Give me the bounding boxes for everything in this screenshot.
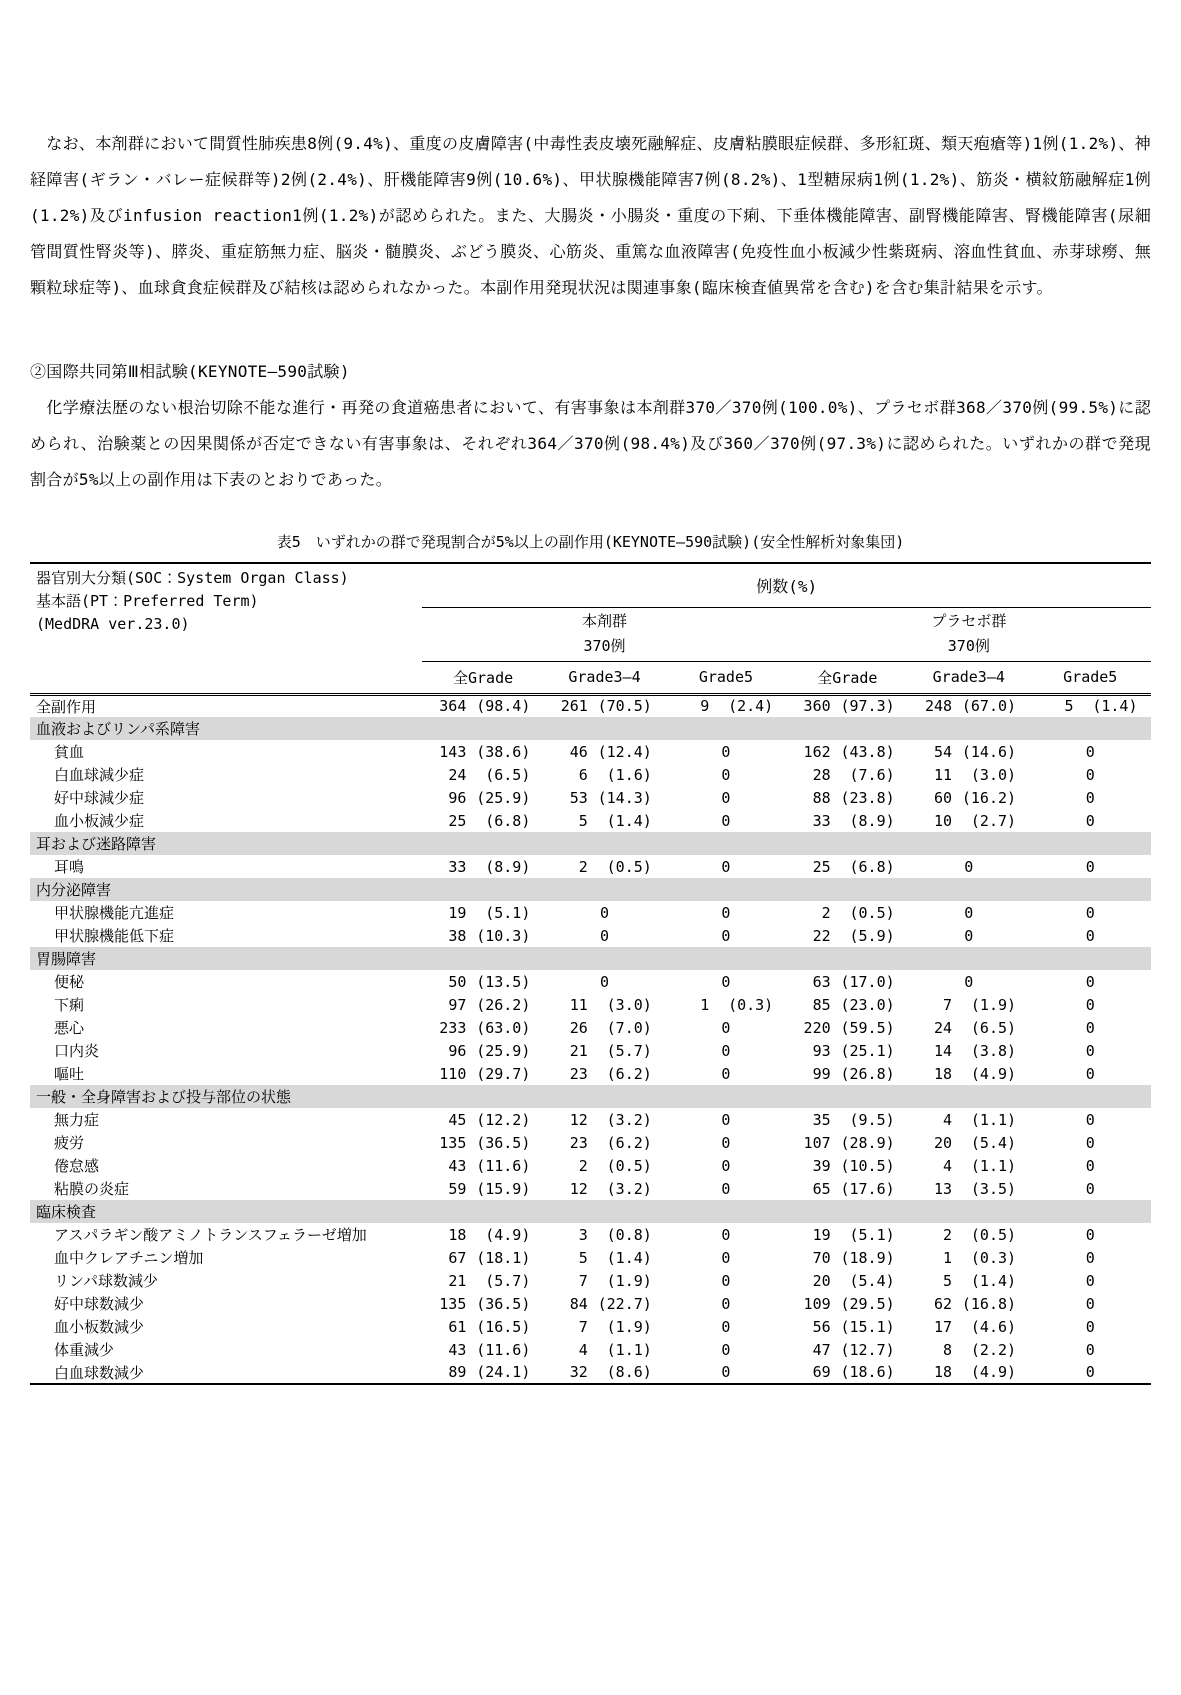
value-cell: 11 (3.0): [934, 765, 1017, 784]
table-row: [30, 1131, 1151, 1154]
term-label: 甲状腺機能低下症: [54, 927, 175, 945]
value-cell: 7 (1.9): [578, 1317, 652, 1336]
table-row: [30, 740, 1151, 763]
table-row: [30, 1177, 1151, 1200]
table-row: [30, 993, 1151, 1016]
value-cell: 61 (16.5): [448, 1317, 531, 1336]
value-cell: 32 (8.6): [569, 1363, 652, 1381]
value-cell: 22 (5.9): [812, 926, 895, 945]
value-cell: 0: [721, 903, 731, 922]
section-label: 胃腸障害: [30, 947, 1151, 970]
value-cell: 24 (6.5): [934, 1018, 1017, 1037]
value-cell: 54 (14.6): [934, 742, 1017, 761]
value-cell: 1 (0.3): [700, 995, 774, 1014]
value-cell: 364 (98.4): [439, 697, 531, 716]
value-cell: 0: [1085, 788, 1095, 807]
term-label: 貧血: [54, 743, 85, 761]
value-cell: 18 (4.9): [448, 1225, 531, 1244]
value-cell: 93 (25.1): [812, 1041, 895, 1060]
section-label: 内分泌障害: [30, 878, 1151, 901]
value-cell: 25 (6.8): [448, 811, 531, 830]
value-cell: 0: [1085, 972, 1095, 991]
table-row: [30, 1338, 1151, 1361]
value-cell: 4 (1.1): [943, 1156, 1017, 1175]
term-label: 血小板減少症: [54, 812, 145, 830]
section-label: 耳および迷路障害: [30, 832, 1151, 855]
value-cell: 26 (7.0): [569, 1018, 652, 1037]
value-cell: 8 (2.2): [943, 1340, 1017, 1359]
value-cell: 13 (3.5): [934, 1179, 1017, 1198]
value-cell: 38 (10.3): [448, 926, 531, 945]
term-label: 粘膜の炎症: [54, 1180, 130, 1198]
soc-header-cell: [30, 563, 422, 694]
table-row: [30, 1315, 1151, 1338]
table-row: [30, 809, 1151, 832]
table-row: [30, 901, 1151, 924]
term-label: 血小板数減少: [54, 1318, 145, 1336]
value-cell: 0: [721, 1041, 731, 1060]
value-cell: 0: [721, 788, 731, 807]
value-cell: 220 (59.5): [803, 1018, 895, 1037]
value-cell: 5 (1.4): [578, 811, 652, 830]
value-cell: 53 (14.3): [569, 788, 652, 807]
value-cell: 19 (5.1): [812, 1225, 895, 1244]
term-label: 耳鳴: [54, 858, 85, 876]
term-label: 口内炎: [54, 1042, 100, 1060]
value-cell: 19 (5.1): [448, 903, 531, 922]
value-cell: 162 (43.8): [803, 742, 895, 761]
value-cell: 0: [1085, 742, 1095, 761]
value-cell: 0: [1085, 1225, 1095, 1244]
adverse-events-table: [30, 562, 1151, 1385]
table-row: [30, 1016, 1151, 1039]
table-row: [30, 855, 1151, 878]
term-label: 嘔吐: [54, 1065, 85, 1083]
value-cell: 5 (1.4): [1064, 697, 1138, 716]
value-cell: 39 (10.5): [812, 1156, 895, 1175]
value-cell: 248 (67.0): [924, 697, 1017, 716]
value-cell: 0: [721, 742, 731, 761]
value-cell: 0: [721, 1225, 731, 1244]
value-cell: 0: [1085, 926, 1095, 945]
value-cell: 0: [721, 1363, 731, 1381]
value-cell: 0: [1085, 1133, 1095, 1152]
value-cell: 1 (0.3): [943, 1248, 1017, 1267]
value-cell: 0: [721, 1271, 731, 1290]
value-cell: 143 (38.6): [439, 742, 531, 761]
grade-header-5-placebo: Grade5: [1029, 661, 1151, 694]
value-cell: 28 (7.6): [812, 765, 895, 784]
value-cell: 5 (1.4): [578, 1248, 652, 1267]
value-cell: 3 (0.8): [578, 1225, 652, 1244]
table-row: [30, 694, 1151, 717]
table-row: [30, 763, 1151, 786]
value-cell: 43 (11.6): [448, 1156, 531, 1175]
value-cell: 0: [721, 811, 731, 830]
section-heading-keynote590: ②国際共同第Ⅲ相試験(KEYNOTE—590試験): [30, 362, 350, 381]
value-cell: 0: [721, 1156, 731, 1175]
value-cell: 0: [964, 926, 974, 945]
value-cell: 67 (18.1): [448, 1248, 531, 1267]
value-cell: 0: [964, 903, 974, 922]
group-header-drug: [422, 607, 786, 661]
value-cell: 0: [721, 1133, 731, 1152]
term-label: 白血球数減少: [54, 1363, 145, 1382]
value-cell: 0: [721, 1018, 731, 1037]
value-cell: 135 (36.5): [439, 1133, 531, 1152]
value-cell: 14 (3.8): [934, 1041, 1017, 1060]
value-cell: 233 (63.0): [439, 1018, 531, 1037]
value-cell: 45 (12.2): [448, 1110, 531, 1129]
term-label: 全副作用: [36, 697, 97, 716]
grade-header-all-placebo: 全Grade: [787, 661, 908, 694]
value-cell: 63 (17.0): [812, 972, 895, 991]
term-label: 悪心: [54, 1019, 85, 1037]
group-placebo-name: プラセボ群: [931, 612, 1007, 630]
section-row: [30, 1200, 1151, 1223]
section-row: [30, 947, 1151, 970]
value-cell: 47 (12.7): [812, 1340, 895, 1359]
value-cell: 0: [1085, 1156, 1095, 1175]
group-header-placebo: [787, 607, 1151, 661]
value-cell: 84 (22.7): [569, 1294, 652, 1313]
section-label: 臨床検査: [30, 1200, 1151, 1223]
table-row: [30, 970, 1151, 993]
value-cell: 24 (6.5): [448, 765, 531, 784]
value-cell: 50 (13.5): [448, 972, 531, 991]
term-label: 好中球数減少: [54, 1295, 145, 1313]
value-cell: 0: [599, 926, 610, 945]
value-cell: 88 (23.8): [812, 788, 895, 807]
value-cell: 110 (29.7): [439, 1064, 531, 1083]
table-row: [30, 924, 1151, 947]
section-label: 一般・全身障害および投与部位の状態: [30, 1085, 1151, 1108]
table-row: [30, 1039, 1151, 1062]
value-cell: 0: [1085, 1179, 1095, 1198]
table-row: [30, 1108, 1151, 1131]
value-cell: 89 (24.1): [448, 1363, 531, 1381]
value-cell: 2 (0.5): [578, 857, 652, 876]
section-row: [30, 717, 1151, 740]
table-body: [30, 694, 1151, 1384]
section-row: [30, 1085, 1151, 1108]
value-cell: 20 (5.4): [812, 1271, 895, 1290]
value-cell: 4 (1.1): [943, 1110, 1017, 1129]
value-cell: 0: [1085, 1064, 1095, 1083]
value-cell: 11 (3.0): [569, 995, 652, 1014]
term-label: 下痢: [54, 996, 85, 1014]
value-cell: 0: [721, 765, 731, 784]
value-cell: 18 (4.9): [934, 1064, 1017, 1083]
value-cell: 56 (15.1): [812, 1317, 895, 1336]
value-cell: 261 (70.5): [560, 697, 652, 716]
value-cell: 97 (26.2): [448, 995, 531, 1014]
section-row: [30, 832, 1151, 855]
value-cell: 0: [1085, 995, 1095, 1014]
grade-header-5-drug: Grade5: [665, 661, 786, 694]
value-cell: 7 (1.9): [578, 1271, 652, 1290]
section-label: 血液およびリンパ系障害: [30, 717, 1151, 740]
value-cell: 46 (12.4): [569, 742, 652, 761]
value-cell: 21 (5.7): [569, 1041, 652, 1060]
table-row: [30, 1223, 1151, 1246]
value-cell: 6 (1.6): [578, 765, 652, 784]
value-cell: 0: [1085, 1018, 1095, 1037]
group-drug-name: 本剤群: [582, 612, 628, 630]
value-cell: 35 (9.5): [812, 1110, 895, 1129]
table-row: [30, 786, 1151, 809]
value-cell: 12 (3.2): [569, 1110, 652, 1129]
table-title: 表5 いずれかの群で発現割合が5%以上の副作用(KEYNOTE—590試験)(安全性解析対象集団): [276, 533, 905, 551]
value-cell: 0: [964, 972, 974, 991]
value-cell: 0: [1085, 1041, 1095, 1060]
term-label: 甲状腺機能亢進症: [54, 904, 175, 922]
section-row: [30, 878, 1151, 901]
value-cell: 2 (0.5): [578, 1156, 652, 1175]
value-cell: 0: [1085, 1294, 1095, 1313]
term-label: 体重減少: [54, 1341, 115, 1359]
value-cell: 60 (16.2): [934, 788, 1017, 807]
value-cell: 0: [721, 926, 731, 945]
value-cell: 65 (17.6): [812, 1179, 895, 1198]
value-cell: 0: [1085, 1363, 1095, 1381]
term-label: 好中球減少症: [54, 789, 145, 807]
value-cell: 0: [1085, 1110, 1095, 1129]
table-row: [30, 1361, 1151, 1384]
value-cell: 70 (18.9): [812, 1248, 895, 1267]
value-cell: 0: [599, 972, 610, 991]
term-label: 血中クレアチニン増加: [54, 1249, 204, 1267]
paragraph-keynote590-results: 化学療法歴のない根治切除不能な進行・再発の食道癌患者において、有害事象は本剤群370／370例(100.0%)、プラセボ群368／370例(99.5%)に認められ、治験薬との因果関係が否定できない有害事象は、それぞれ364／370例(98.4%)及び360／370例(97.3%)に認められた。いずれかの群で発現割合が5%以上の副作用は下表のとおりであった。: [30, 398, 1151, 489]
value-cell: 0: [1085, 1248, 1095, 1267]
value-cell: 96 (25.9): [448, 788, 531, 807]
value-cell: 59 (15.9): [448, 1179, 531, 1198]
value-cell: 7 (1.9): [943, 995, 1017, 1014]
table-row: [30, 1154, 1151, 1177]
value-cell: 109 (29.5): [803, 1294, 895, 1313]
value-cell: 0: [1085, 1271, 1095, 1290]
term-label: 便秘: [54, 973, 85, 991]
value-cell: 0: [1085, 1317, 1095, 1336]
value-cell: 20 (5.4): [934, 1133, 1017, 1152]
value-cell: 9 (2.4): [700, 697, 774, 716]
grade-header-all-drug: 全Grade: [422, 661, 543, 694]
table-header: [30, 563, 1151, 694]
table-row: [30, 1062, 1151, 1085]
value-cell: 17 (4.6): [934, 1317, 1017, 1336]
value-cell: 0: [1085, 857, 1095, 876]
value-cell: 0: [721, 972, 731, 991]
cases-percent-header: 例数(%): [422, 563, 1151, 607]
table-row: [30, 1246, 1151, 1269]
value-cell: 0: [721, 857, 731, 876]
grade-header-34-drug: Grade3—4: [544, 661, 665, 694]
soc-header-line1: 器官別大分類(SOC：System Organ Class): [36, 569, 349, 587]
value-cell: 0: [599, 903, 610, 922]
soc-header-line2: 基本語(PT：Preferred Term): [36, 592, 259, 610]
value-cell: 0: [721, 1340, 731, 1359]
group-placebo-n: 370例: [947, 637, 990, 655]
value-cell: 25 (6.8): [812, 857, 895, 876]
value-cell: 23 (6.2): [569, 1133, 652, 1152]
value-cell: 0: [721, 1248, 731, 1267]
value-cell: 33 (8.9): [448, 857, 531, 876]
grade-header-34-placebo: Grade3—4: [908, 661, 1029, 694]
value-cell: 99 (26.8): [812, 1064, 895, 1083]
value-cell: 360 (97.3): [803, 697, 895, 716]
value-cell: 69 (18.6): [812, 1363, 895, 1381]
value-cell: 21 (5.7): [448, 1271, 531, 1290]
value-cell: 96 (25.9): [448, 1041, 531, 1060]
value-cell: 5 (1.4): [943, 1271, 1017, 1290]
value-cell: 0: [1085, 811, 1095, 830]
value-cell: 4 (1.1): [578, 1340, 652, 1359]
value-cell: 10 (2.7): [934, 811, 1017, 830]
value-cell: 2 (0.5): [943, 1225, 1017, 1244]
value-cell: 0: [721, 1294, 731, 1313]
value-cell: 0: [1085, 1340, 1095, 1359]
value-cell: 0: [964, 857, 974, 876]
value-cell: 23 (6.2): [569, 1064, 652, 1083]
value-cell: 0: [721, 1317, 731, 1336]
term-label: リンパ球数減少: [54, 1272, 158, 1290]
value-cell: 33 (8.9): [812, 811, 895, 830]
value-cell: 0: [1085, 903, 1095, 922]
table-row: [30, 1292, 1151, 1315]
value-cell: 2 (0.5): [821, 903, 895, 922]
value-cell: 135 (36.5): [439, 1294, 531, 1313]
term-label: 疲労: [54, 1134, 85, 1152]
soc-header-line3: (MedDRA ver.23.0): [36, 615, 190, 633]
value-cell: 85 (23.0): [812, 995, 895, 1014]
value-cell: 62 (16.8): [934, 1294, 1017, 1313]
term-label: 無力症: [54, 1111, 100, 1129]
group-drug-n: 370例: [583, 637, 626, 655]
value-cell: 0: [721, 1064, 731, 1083]
value-cell: 43 (11.6): [448, 1340, 531, 1359]
value-cell: 0: [721, 1110, 731, 1129]
value-cell: 0: [721, 1179, 731, 1198]
value-cell: 12 (3.2): [569, 1179, 652, 1198]
term-label: アスパラギン酸アミノトランスフェラーゼ増加: [54, 1226, 367, 1244]
table-row: [30, 1269, 1151, 1292]
value-cell: 0: [1085, 765, 1095, 784]
paragraph-adverse-events-summary: なお、本剤群において間質性肺疾患8例(9.4%)、重度の皮膚障害(中毒性表皮壊死融解症、皮膚粘膜眼症候群、多形紅斑、類天疱瘡等)1例(1.2%)、神経障害(ギラン・バレー症候群等)2例(2.4%)、肝機能障害9例(10.6%)、甲状腺機能障害7例(8.2%)、1型糖尿病1例(1.2%)、筋炎・横紋筋融解症1例(1.2%)及びinfusion reaction1例(1.2%)が認められた。また、大腸炎・小腸炎・重度の下痢、下垂体機能障害、副腎機能障害、腎機能障害(尿細管間質性腎炎等)、膵炎、重症筋無力症、脳炎・髄膜炎、ぶどう膜炎、心筋炎、重篤な血液障害(免疫性血小板減少性紫斑病、溶血性貧血、赤芽球癆、無顆粒球症等)、血球貪食症候群及び結核は認められなかった。本副作用発現状況は関連事象(臨床検査値異常を含む)を含む集計結果を示す。: [30, 134, 1151, 297]
value-cell: 18 (4.9): [934, 1363, 1017, 1381]
term-label: 倦怠感: [54, 1157, 100, 1175]
value-cell: 107 (28.9): [803, 1133, 895, 1152]
term-label: 白血球減少症: [54, 766, 145, 784]
